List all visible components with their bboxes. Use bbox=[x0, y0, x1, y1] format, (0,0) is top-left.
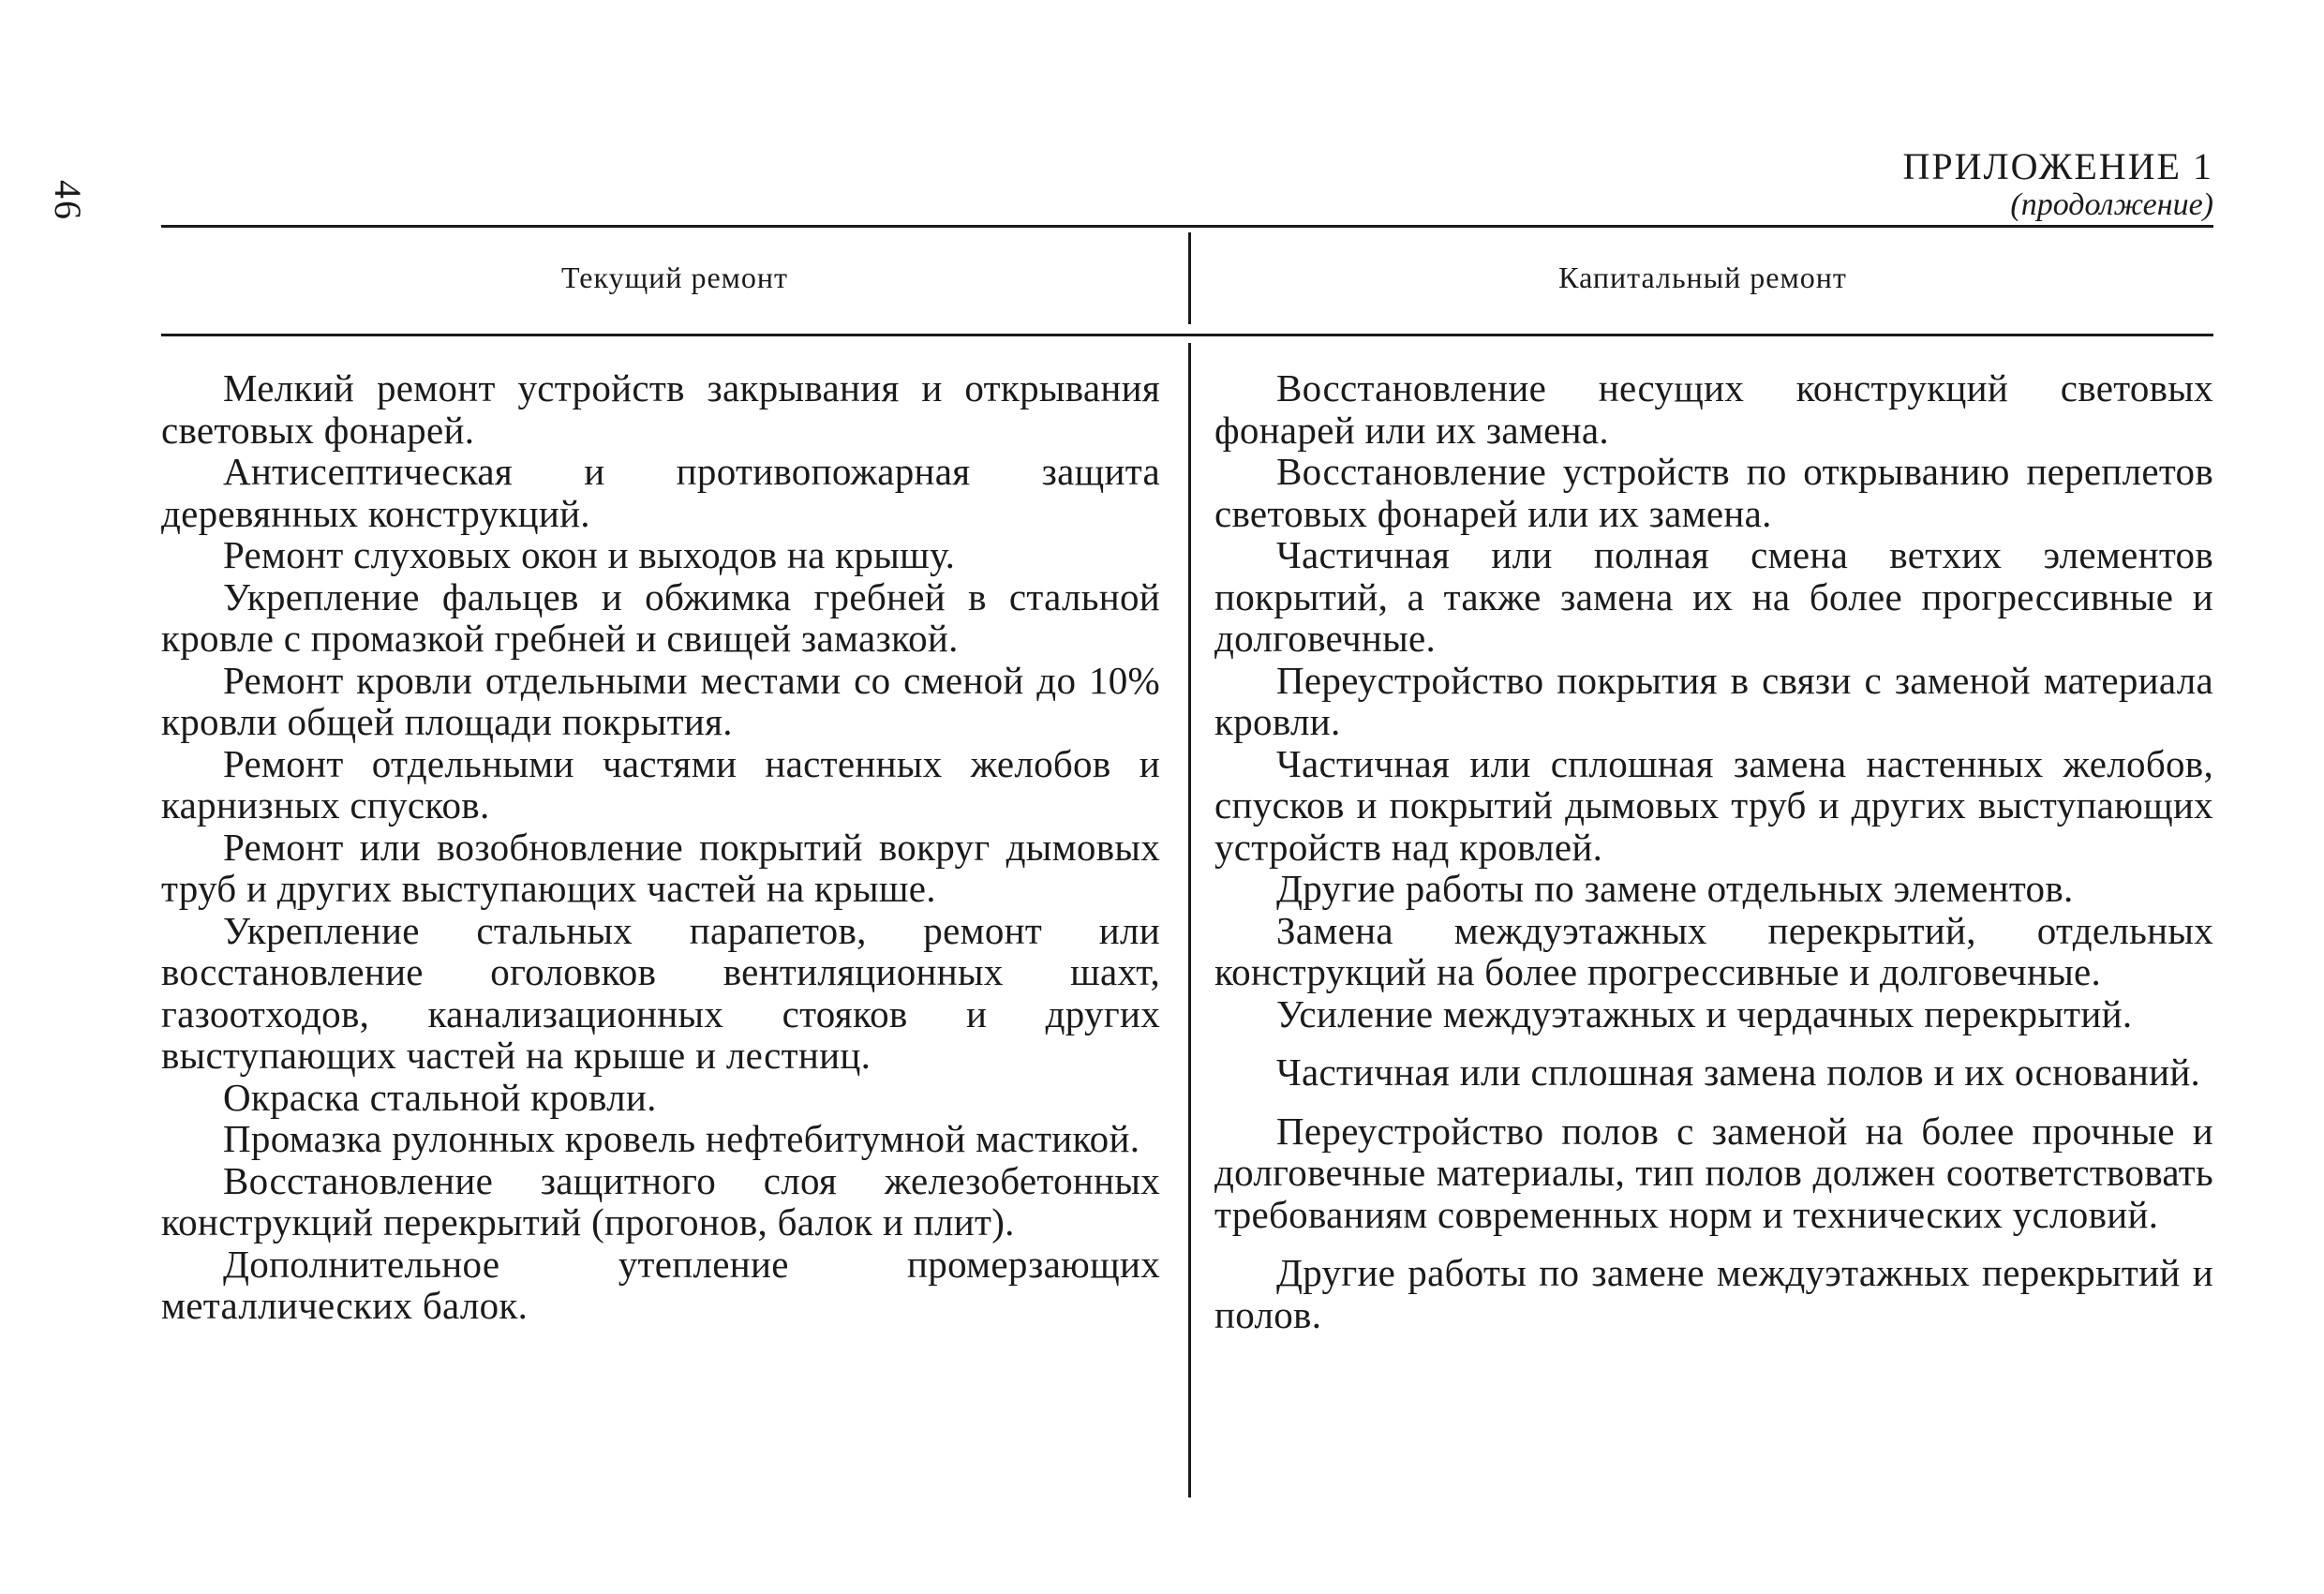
header-column-divider bbox=[1188, 232, 1191, 324]
appendix-heading bbox=[1902, 145, 2213, 222]
current-repair-item: Укрепление фальцев и обжимка гребней в стальной кровле с промазкой гребней и свищей замазкой. bbox=[161, 574, 1160, 660]
appendix-subtitle: (продолжение) bbox=[2010, 187, 2213, 222]
current-repair-item: Ремонт или возобновление покрытий вокруг дымовых труб и других выступающих частей на крыше. bbox=[161, 825, 1160, 910]
current-repair-item: Дополнительное утепление промерзающих металлических балок. bbox=[161, 1242, 1160, 1327]
capital-repair-item: Переустройство полов с заменой на более прочные и долговечные материалы, тип полов должен соответствовать требованиям современных норм и технических условий. bbox=[1214, 1109, 2213, 1236]
capital-repair-column bbox=[1214, 367, 2213, 1335]
capital-repair-item: Другие работы по замене отдельных элементов. bbox=[1276, 867, 2074, 910]
capital-repair-item: Восстановление несущих конструкций световых фонарей или их замена. bbox=[1214, 366, 2213, 452]
capital-repair-item: Частичная или сплошная замена полов и их оснований. bbox=[1276, 1050, 2201, 1094]
current-repair-column bbox=[161, 367, 1160, 1327]
current-repair-item: Промазка рулонных кровель нефтебитумной мастикой. bbox=[223, 1117, 1140, 1160]
column-header-current-repair: Текущий ремонт bbox=[560, 261, 789, 294]
capital-repair-item: Переустройство покрытия в связи с заменой материала кровли. bbox=[1214, 658, 2213, 743]
table-top-rule bbox=[161, 225, 2213, 228]
capital-repair-item: Восстановление устройств по открыванию переплетов световых фонарей или их замена. bbox=[1214, 450, 2213, 535]
capital-repair-item: Другие работы по замене междуэтажных перекрытий и полов. bbox=[1214, 1251, 2213, 1336]
current-repair-item: Ремонт слуховых окон и выходов на крышу. bbox=[223, 533, 956, 576]
current-repair-item: Мелкий ремонт устройств закрывания и открывания световых фонарей. bbox=[161, 366, 1160, 452]
capital-repair-item: Частичная или сплошная замена настенных желобов, спусков и покрытий дымовых труб и других выступающих устройств над кровлей. bbox=[1214, 741, 2213, 869]
current-repair-item: Антисептическая и противопожарная защита деревянных конструкций. bbox=[161, 450, 1160, 535]
capital-repair-item: Частичная или полная смена ветхих элементов покрытий, а также замена их на более прогрессивные и долговечные. bbox=[1214, 533, 2213, 660]
current-repair-item: Укрепление стальных парапетов, ремонт или восстановление оголовков вентиляционных шахт, газоотходов, канализационных стояков и других выступающих частей на крыше и лестниц. bbox=[161, 908, 1160, 1077]
body-column-divider bbox=[1188, 343, 1191, 1497]
capital-repair-item: Усиление междуэтажных и чердачных перекрытий. bbox=[1276, 991, 2133, 1035]
current-repair-item: Ремонт отдельными частями настенных желобов и карнизных спусков. bbox=[161, 741, 1160, 827]
column-header-capital-repair: Капитальный ремонт bbox=[1558, 261, 1847, 294]
current-repair-item: Ремонт кровли отдельными местами со сменой до 10% кровли общей площади покрытия. bbox=[161, 658, 1160, 743]
capital-repair-item: Замена междуэтажных перекрытий, отдельных конструкций на более прогрессивные и долговечные. bbox=[1214, 908, 2213, 993]
table-header-rule bbox=[161, 334, 2213, 336]
current-repair-item: Восстановление защитного слоя железобетонных конструкций перекрытий (прогонов, балок и плит). bbox=[161, 1158, 1160, 1244]
current-repair-item: Окраска стальной кровли. bbox=[223, 1075, 657, 1119]
appendix-title: ПРИЛОЖЕНИЕ 1 bbox=[1902, 145, 2213, 187]
page-number: 46 bbox=[47, 180, 89, 221]
